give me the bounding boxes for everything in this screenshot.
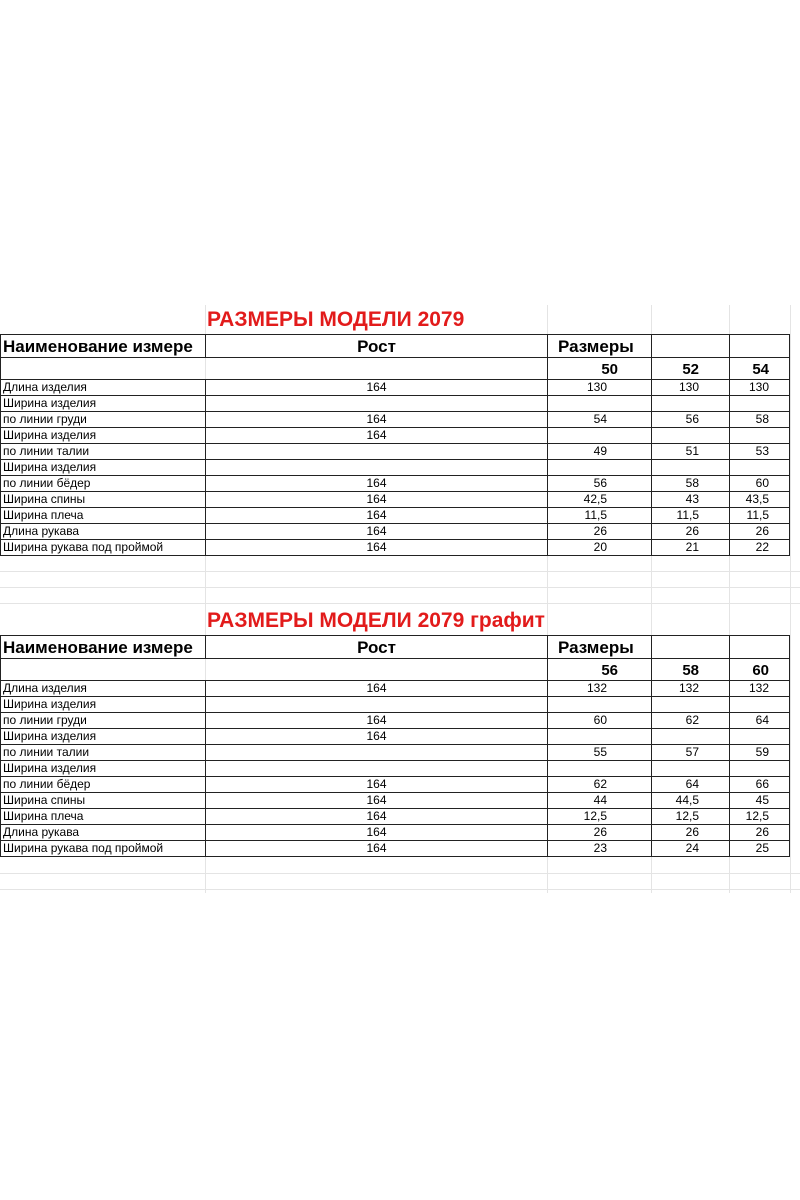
size-row-empty (0, 659, 206, 681)
height-value: 164 (206, 380, 548, 396)
height-value: 164 (206, 809, 548, 825)
measure-value: 62 (548, 777, 652, 793)
measure-value: 12,5 (548, 809, 652, 825)
measure-value: 44,5 (652, 793, 730, 809)
section-title: РАЗМЕРЫ МОДЕЛИ 2079 (207, 308, 465, 331)
size-number-row (0, 659, 800, 681)
height-value: 164 (206, 841, 548, 857)
table-row (0, 745, 800, 761)
measure-value: 62 (652, 713, 730, 729)
measure-value: 56 (548, 476, 652, 492)
measure-value: 132 (548, 681, 652, 697)
grid-line (0, 603, 800, 604)
height-value: 164 (206, 825, 548, 841)
measure-value: 11,5 (548, 508, 652, 524)
measure-value: 26 (652, 825, 730, 841)
measure-label: Ширина плеча (0, 809, 206, 825)
table-row (0, 508, 800, 524)
measure-value (730, 460, 790, 476)
measure-value: 26 (548, 825, 652, 841)
table-row (0, 540, 800, 556)
size-value: 50 (548, 358, 652, 380)
height-value (206, 460, 548, 476)
header-measure-name: Наименование измере (0, 635, 206, 659)
size-value: 56 (548, 659, 652, 681)
header-empty (652, 334, 730, 358)
measure-label: по линии бёдер (0, 777, 206, 793)
measure-value (548, 428, 652, 444)
grid-line (0, 873, 800, 874)
measure-value: 26 (652, 524, 730, 540)
height-value (206, 745, 548, 761)
header-empty (730, 635, 790, 659)
table-row (0, 761, 800, 777)
header-empty (652, 635, 730, 659)
measure-value: 43 (652, 492, 730, 508)
grid-line (0, 571, 800, 572)
header-height: Рост (206, 635, 548, 659)
table-row (0, 380, 800, 396)
measure-label: по линии груди (0, 713, 206, 729)
measure-value: 55 (548, 745, 652, 761)
measure-label: Ширина изделия (0, 460, 206, 476)
measure-value: 49 (548, 444, 652, 460)
measure-value: 130 (730, 380, 790, 396)
measure-label: Длина рукава (0, 524, 206, 540)
measure-label: по линии талии (0, 444, 206, 460)
measure-value (730, 697, 790, 713)
measure-value: 26 (730, 524, 790, 540)
measure-label: Ширина спины (0, 492, 206, 508)
table-row (0, 697, 800, 713)
measure-value: 12,5 (652, 809, 730, 825)
height-value: 164 (206, 681, 548, 697)
measure-value: 25 (730, 841, 790, 857)
measure-value: 11,5 (730, 508, 790, 524)
height-value: 164 (206, 524, 548, 540)
table-row (0, 476, 800, 492)
measure-value: 20 (548, 540, 652, 556)
measure-value (548, 697, 652, 713)
table-row (0, 412, 800, 428)
table-header-row (0, 334, 800, 358)
measure-label: Ширина спины (0, 793, 206, 809)
measure-value: 60 (730, 476, 790, 492)
measure-value (730, 761, 790, 777)
height-value (206, 761, 548, 777)
header-sizes: Размеры (548, 635, 652, 659)
size-row-empty (206, 358, 548, 380)
grid-line (0, 587, 800, 588)
size-table (0, 334, 800, 556)
table-row (0, 396, 800, 412)
size-value: 54 (730, 358, 790, 380)
size-table (0, 635, 800, 857)
measure-value: 66 (730, 777, 790, 793)
table-row (0, 492, 800, 508)
measure-value: 26 (730, 825, 790, 841)
measure-value: 130 (652, 380, 730, 396)
height-value: 164 (206, 713, 548, 729)
measure-label: по линии бёдер (0, 476, 206, 492)
header-sizes: Размеры (548, 334, 652, 358)
height-value: 164 (206, 476, 548, 492)
measure-value (652, 761, 730, 777)
measure-label: Ширина изделия (0, 428, 206, 444)
measure-value: 26 (548, 524, 652, 540)
measure-value (730, 396, 790, 412)
measure-value: 53 (730, 444, 790, 460)
measure-value: 58 (652, 476, 730, 492)
measure-value (730, 729, 790, 745)
measure-value (652, 428, 730, 444)
size-value: 52 (652, 358, 730, 380)
measure-value: 64 (730, 713, 790, 729)
size-row-empty (0, 358, 206, 380)
table-row (0, 729, 800, 745)
measure-label: по линии груди (0, 412, 206, 428)
table-row (0, 524, 800, 540)
size-value: 60 (730, 659, 790, 681)
measure-value: 44 (548, 793, 652, 809)
height-value: 164 (206, 492, 548, 508)
table-row (0, 841, 800, 857)
height-value: 164 (206, 508, 548, 524)
table-row (0, 825, 800, 841)
measure-value: 130 (548, 380, 652, 396)
measure-value: 22 (730, 540, 790, 556)
table-row (0, 444, 800, 460)
measure-value: 58 (730, 412, 790, 428)
grid-line (0, 889, 800, 890)
measure-value: 43,5 (730, 492, 790, 508)
table-row (0, 460, 800, 476)
measure-label: Длина изделия (0, 380, 206, 396)
measure-value (730, 428, 790, 444)
measure-value: 11,5 (652, 508, 730, 524)
size-value: 58 (652, 659, 730, 681)
measure-value (652, 396, 730, 412)
table-row (0, 809, 800, 825)
height-value: 164 (206, 729, 548, 745)
measure-value: 12,5 (730, 809, 790, 825)
measure-label: Ширина изделия (0, 729, 206, 745)
measure-value: 60 (548, 713, 652, 729)
measure-value (652, 697, 730, 713)
measure-value (652, 729, 730, 745)
height-value (206, 444, 548, 460)
table-row (0, 713, 800, 729)
measure-value: 51 (652, 444, 730, 460)
height-value: 164 (206, 793, 548, 809)
measure-value: 57 (652, 745, 730, 761)
measure-value: 56 (652, 412, 730, 428)
table-row (0, 681, 800, 697)
measure-value: 24 (652, 841, 730, 857)
table-row (0, 777, 800, 793)
measure-label: Длина изделия (0, 681, 206, 697)
measure-value: 45 (730, 793, 790, 809)
height-value: 164 (206, 428, 548, 444)
size-row-empty (206, 659, 548, 681)
section-title: РАЗМЕРЫ МОДЕЛИ 2079 графит (207, 609, 545, 632)
measure-label: по линии талии (0, 745, 206, 761)
measure-label: Ширина изделия (0, 396, 206, 412)
measure-value (548, 460, 652, 476)
table-header-row (0, 635, 800, 659)
height-value: 164 (206, 412, 548, 428)
measure-value: 21 (652, 540, 730, 556)
measure-label: Ширина изделия (0, 697, 206, 713)
height-value: 164 (206, 777, 548, 793)
measure-label: Ширина плеча (0, 508, 206, 524)
measure-value (652, 460, 730, 476)
measure-label: Длина рукава (0, 825, 206, 841)
table-row (0, 428, 800, 444)
measure-label: Ширина рукава под проймой (0, 841, 206, 857)
measure-value (548, 729, 652, 745)
measure-label: Ширина изделия (0, 761, 206, 777)
header-empty (730, 334, 790, 358)
measure-label: Ширина рукава под проймой (0, 540, 206, 556)
header-height: Рост (206, 334, 548, 358)
measure-value: 54 (548, 412, 652, 428)
measure-value: 64 (652, 777, 730, 793)
measure-value: 132 (652, 681, 730, 697)
measure-value: 132 (730, 681, 790, 697)
header-measure-name: Наименование измере (0, 334, 206, 358)
measure-value: 42,5 (548, 492, 652, 508)
measure-value: 23 (548, 841, 652, 857)
height-value: 164 (206, 540, 548, 556)
size-number-row (0, 358, 800, 380)
measure-value: 59 (730, 745, 790, 761)
height-value (206, 697, 548, 713)
measure-value (548, 761, 652, 777)
measure-value (548, 396, 652, 412)
height-value (206, 396, 548, 412)
table-row (0, 793, 800, 809)
